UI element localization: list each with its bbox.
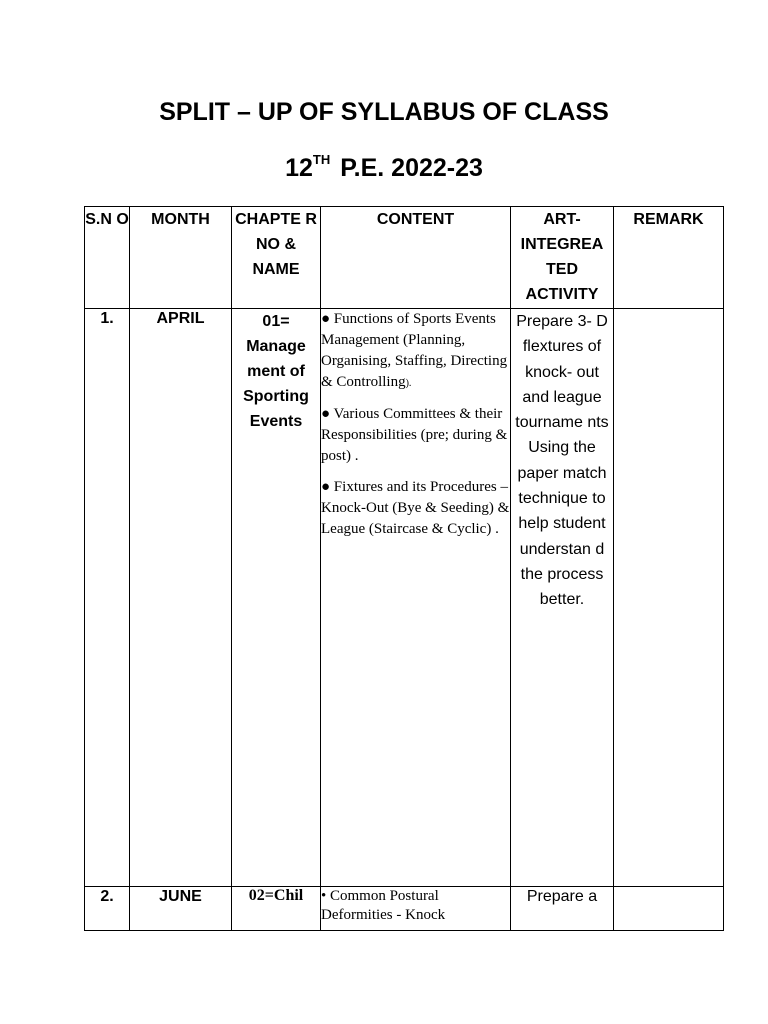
row-chapter: 02=Chil [232,887,321,931]
row-month: APRIL [130,309,232,887]
content-item: ● Fixtures and its Procedures – Knock-Out (Bye & Seeding) & League (Staircase & Cyclic) . [321,479,510,537]
document-subtitle [0,154,768,183]
subject-year: P.E. 2022-23 [340,154,483,182]
row-sno: 1. [85,309,130,887]
content-item: ● Functions of Sports Events Management (Planning, Organising, Staffing, Directing & Controlling). [321,311,508,390]
syllabus-table [84,206,724,931]
header-remark: REMARK [614,207,724,309]
row-chapter: 01= Manage ment of Sporting Events [232,309,321,887]
row-activity: Prepare a [511,887,614,931]
header-sno: S.N O [85,207,130,309]
row-activity: Prepare 3- D flextures of knock- out and league tourname nts Using the paper match technique to help student understan d the process better. [511,309,614,887]
header-content: CONTENT [321,207,511,309]
class-number: 12 [285,154,313,182]
table-header-row [85,207,724,309]
class-suffix: TH [312,152,331,167]
header-month: MONTH [130,207,232,309]
content-item: ● Various Committees & their Responsibilities (pre; during & post) . [321,406,508,464]
row-remark [614,887,724,931]
document-title: SPLIT – UP OF SYLLABUS OF CLASS [159,98,609,126]
row-remark [614,309,724,887]
header-chapter: CHAPTE R NO & NAME [232,207,321,309]
table-row [85,309,724,887]
row-sno: 2. [85,887,130,931]
row-month: JUNE [130,887,232,931]
row-content: • Common Postural Deformities - Knock [321,887,511,931]
header-activity: ART- INTEGREA TED ACTIVITY [511,207,614,309]
row-content [321,309,511,887]
table-row [85,887,724,931]
